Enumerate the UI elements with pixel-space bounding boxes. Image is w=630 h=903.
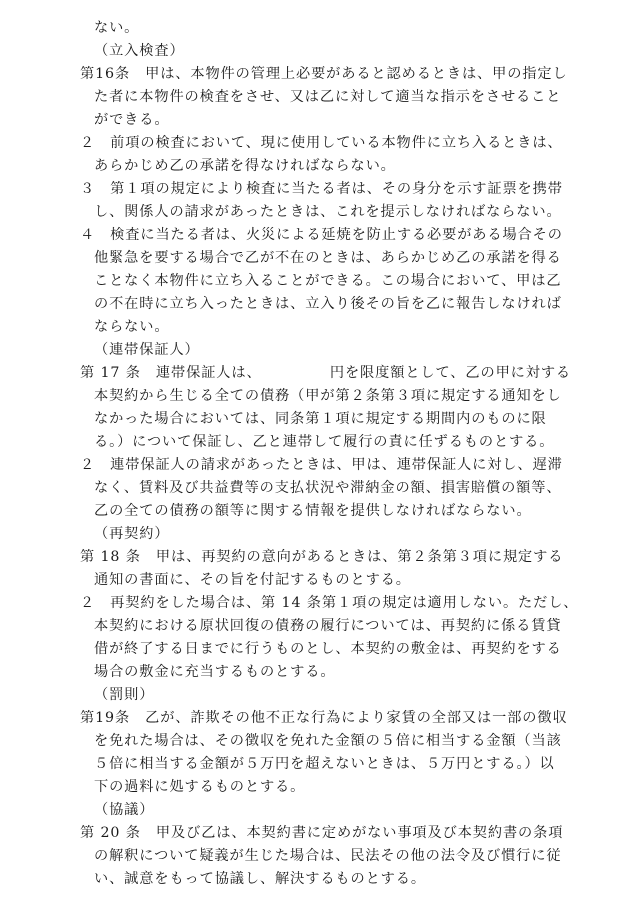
- text-line: ならない。: [94, 319, 170, 335]
- text-line: る。）について保証し、乙と連帯して履行の責に任ずるものとする。: [94, 434, 555, 450]
- text-line: 場合の敷金に充当するものとする。: [94, 664, 336, 680]
- text-line: ２ 連帯保証人の請求があったときは、甲は、連帯保証人に対し、遅滞: [80, 457, 563, 473]
- text-line: ない。: [94, 20, 140, 36]
- text-line: 第16条 甲は、本物件の管理上必要があると認めるときは、甲の指定し: [80, 66, 568, 82]
- text-line: ２ 再契約をした場合は、第 14 条第１項の規定は適用しない。ただし、: [80, 595, 579, 611]
- text-line: 第 18 条 甲は、再契約の意向があるときは、第２条第３項に規定する: [80, 549, 564, 565]
- section-heading: （罰則）: [94, 687, 155, 703]
- text-line: ２ 前項の検査において、現に使用している本物件に立ち入るときは、: [80, 135, 563, 151]
- text-line: 本契約における原状回復の債務の履行については、再契約に係る賃貸: [94, 618, 562, 634]
- text-line: た者に本物件の検査をさせ、又は乙に対して適当な指示をさせること: [94, 89, 562, 105]
- text-line: の解釈について疑義が生じた場合は、民法その他の法令及び慣行に従: [94, 848, 562, 864]
- text-line: 乙の全ての債務の額等に関する情報を提供しなければならない。: [94, 503, 532, 519]
- text-line: ５倍に相当する金額が５万円を超えないときは、５万円とする。）以: [94, 756, 555, 772]
- section-heading: （連帯保証人）: [94, 342, 200, 358]
- section-heading: （協議）: [94, 802, 155, 818]
- text-line: 第 17 条 連帯保証人は、 円を限度額として、乙の甲に対する: [80, 365, 572, 381]
- text-line: い、誠意をもって協議し、解決するものとする。: [94, 871, 426, 887]
- text-line: あらかじめ乙の承諾を得なければならない。: [94, 158, 396, 174]
- text-line: 通知の書面に、その旨を付記するものとする。: [94, 572, 411, 588]
- text-line: なかった場合においては、同条第１項に規定する期間内のものに限: [94, 411, 547, 427]
- text-line: ことなく本物件に立ち入ることができる。この場合において、甲は乙: [94, 273, 562, 289]
- text-line: なく、賃料及び共益費等の支払状況や滞納金の額、損害賠償の額等、: [94, 480, 562, 496]
- text-line: 本契約から生じる全ての債務（甲が第２条第３項に規定する通知をし: [94, 388, 562, 404]
- text-line: の不在時に立ち入ったときは、立入り後その旨を乙に報告しなければ: [94, 296, 562, 312]
- text-line: ３ 第１項の規定により検査に当たる者は、その身分を示す証票を携帯: [80, 181, 563, 197]
- text-line: し、関係人の請求があったときは、これを提示しなければならない。: [94, 204, 562, 220]
- text-line: ができる。: [94, 112, 170, 128]
- text-line: を免れた場合は、その徴収を免れた金額の５倍に相当する金額（当該: [94, 733, 562, 749]
- text-line: 他緊急を要する場合で乙が不在のときは、あらかじめ乙の承諾を得る: [94, 250, 562, 266]
- text-line: 借が終了する日までに行うものとし、本契約の敷金は、再契約をする: [94, 641, 562, 657]
- text-line: 第 20 条 甲及び乙は、本契約書に定めがない事項及び本契約書の条項: [80, 825, 564, 841]
- text-line: ４ 検査に当たる者は、火災による延焼を防止する必要がある場合その: [80, 227, 563, 243]
- section-heading: （立入検査）: [94, 43, 185, 59]
- text-line: 下の過料に処するものとする。: [94, 779, 306, 795]
- section-heading: （再契約）: [94, 526, 170, 542]
- text-line: 第19条 乙が、詐欺その他不正な行為により家賃の全部又は一部の徴収: [80, 710, 568, 726]
